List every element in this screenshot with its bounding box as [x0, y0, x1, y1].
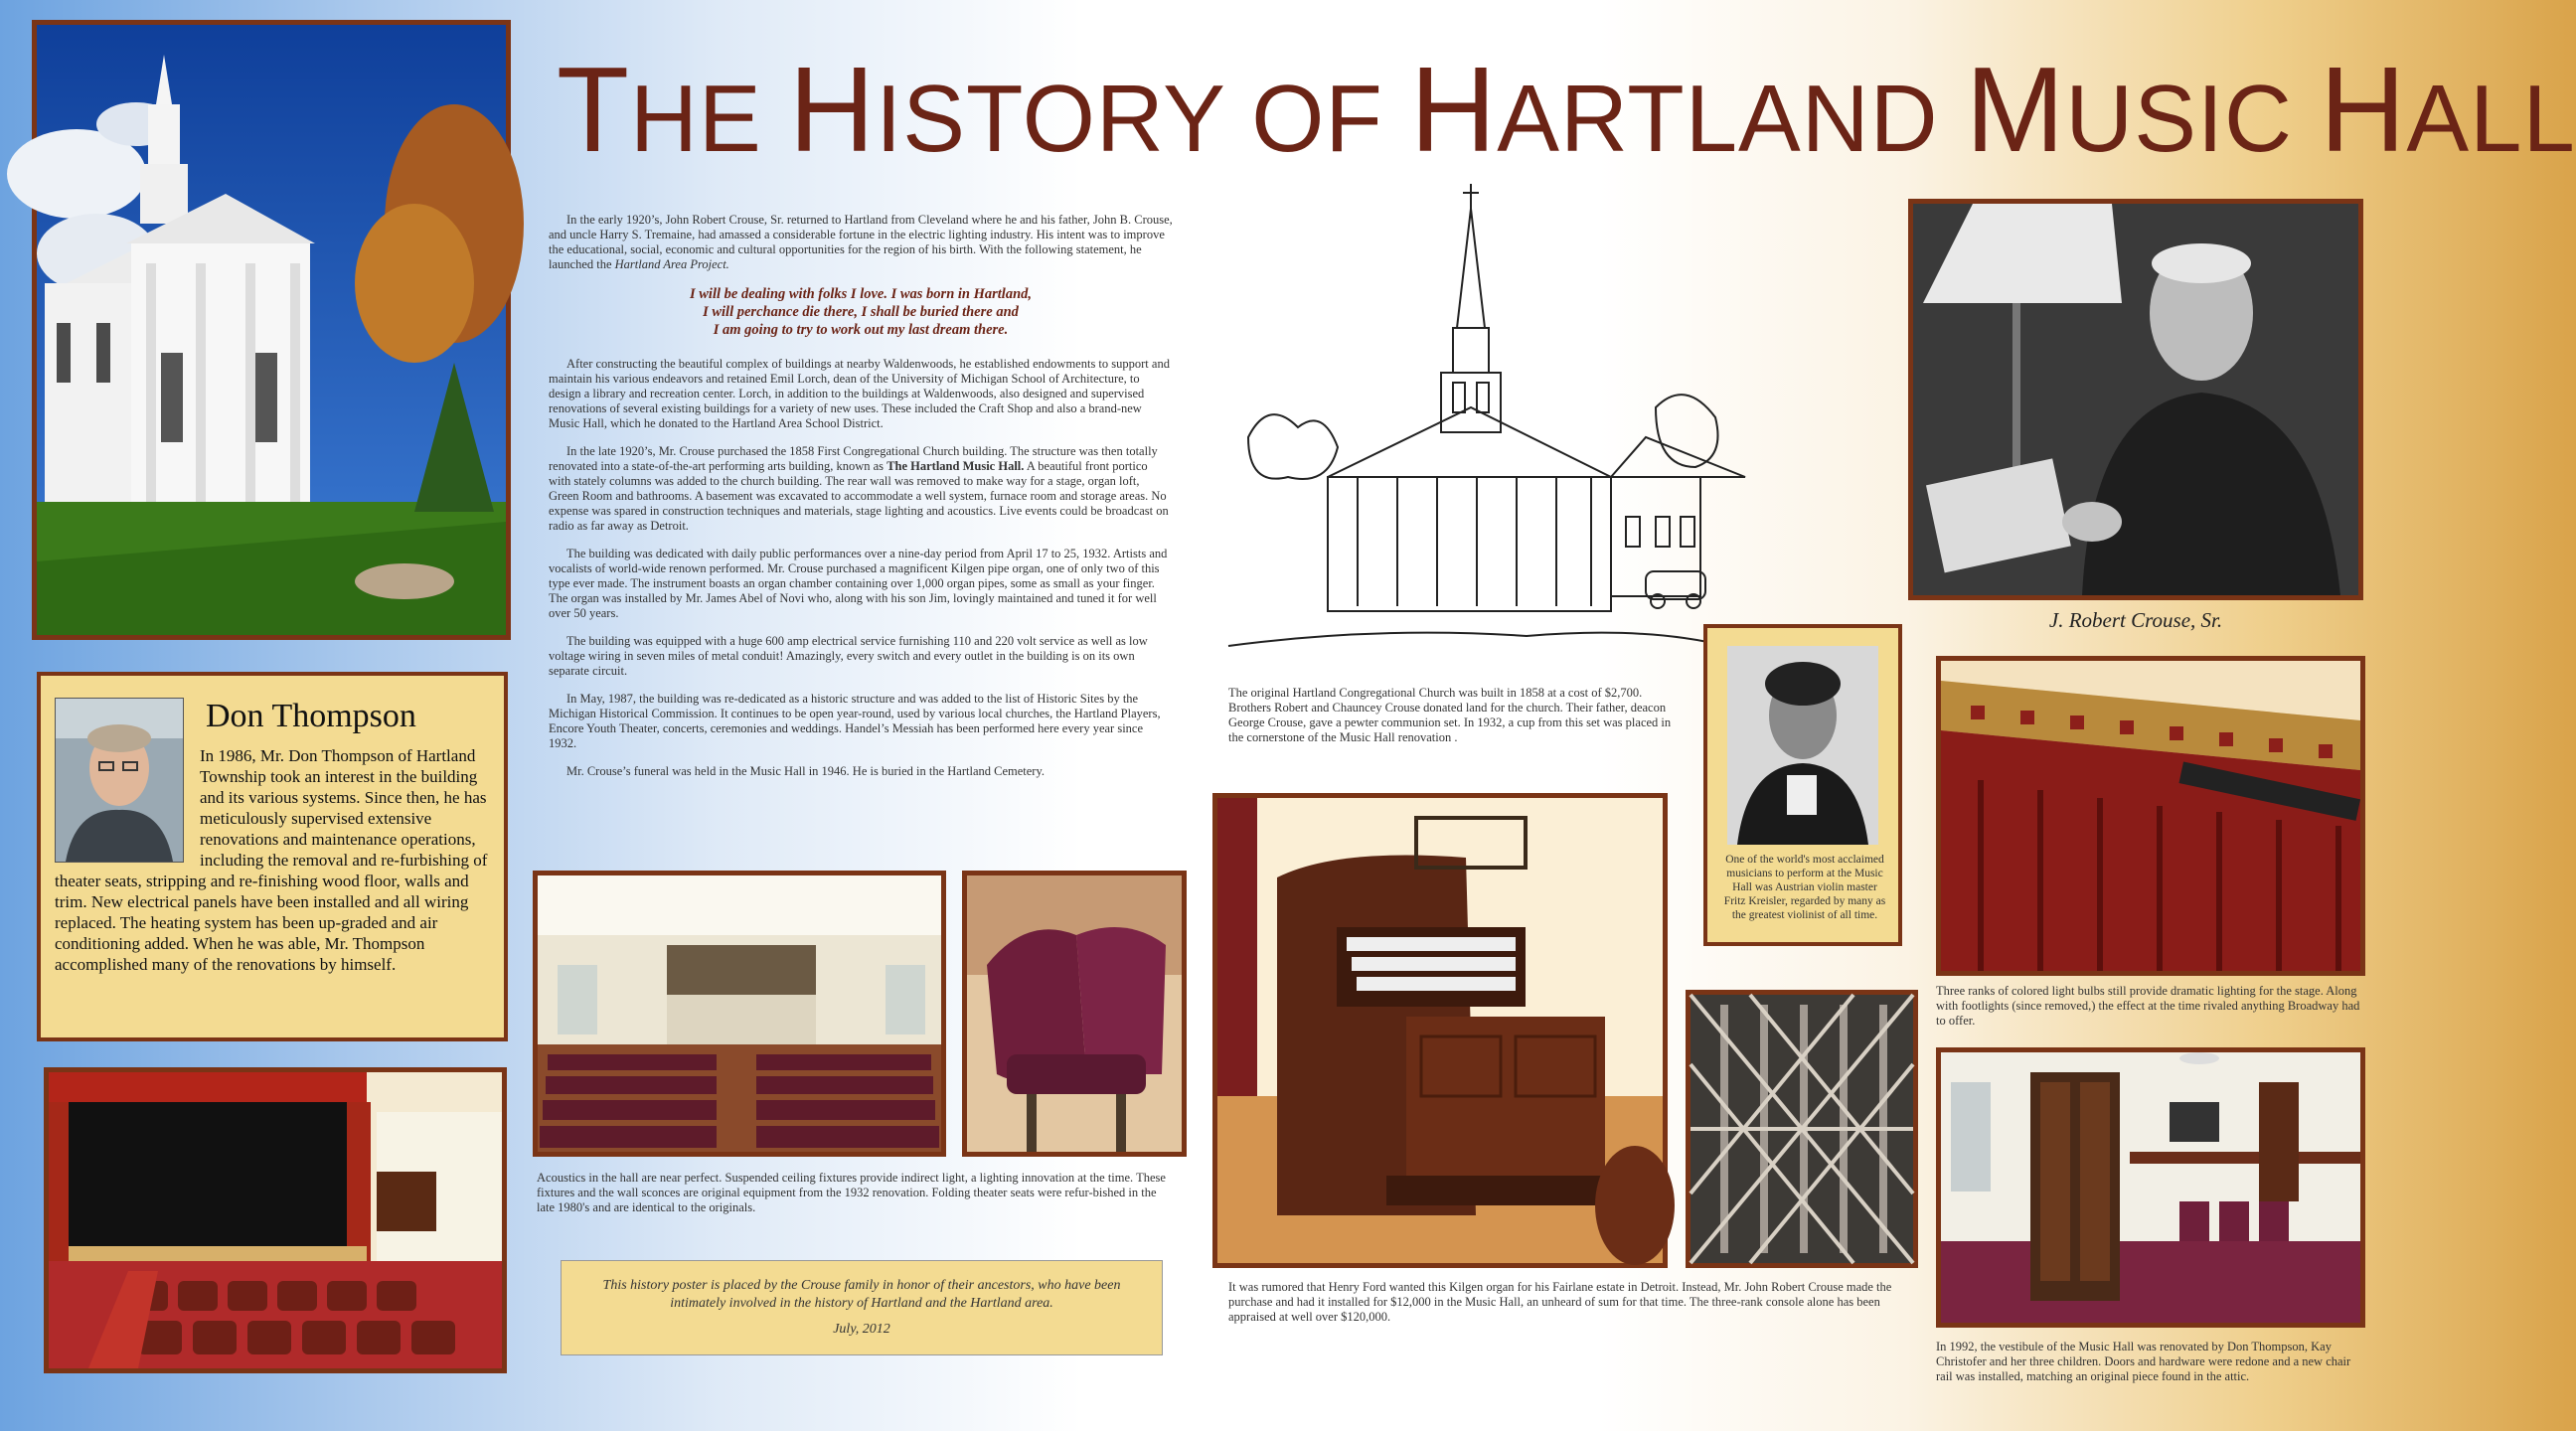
- photo-spacer: [55, 745, 200, 865]
- article-paragraph-3: In the late 1920’s, Mr. Crouse purchased the 1858 First Congregational Church building. The structure was then totally renovated into a state-of-the-art performing arts building, known as The Hartland Music Hall. A beautiful front portico with stately columns was added to the church building. The rear wall was removed to make way for a stage, organ loft, Green Room and bathrooms. A basement was excavated to accommodate a well system, furnace room and storage areas. No expense was spared in construction techniques and materials, stage lighting and acoustics. Live events could be broadcast on radio as far away as Detroit.: [549, 444, 1169, 533]
- church-photo: [32, 20, 511, 640]
- history-article: [549, 213, 1173, 792]
- vestibule-photo: [1936, 1047, 2365, 1328]
- vestibule-caption: In 1992, the vestibule of the Music Hall was renovated by Don Thompson, Kay Christofer and her three children. Doors and hardware were redone and a new chair rail was installed, matching an original piece found in the attic.: [1936, 1340, 2351, 1383]
- dedication-date: July, 2012: [833, 1322, 890, 1337]
- hall-interior-photo: [533, 871, 946, 1157]
- kreisler-caption: One of the world's most acclaimed musicians to perform at the Music Hall was Austrian violin master Fritz Kreisler, regarded by many as the greatest violinist of all time.: [1723, 854, 1886, 921]
- kreisler-photo: [1727, 646, 1878, 845]
- theater-seat-photo: [962, 871, 1187, 1157]
- article-paragraph-1: In the early 1920’s, John Robert Crouse, Sr. returned to Hartland from Cleveland where he and his father, John B. Crouse, and uncle Harry S. Tremaine, had amassed a considerable fortune in the electric lighting industry. His intent was to improve the educational, social, economic and cultural opportunities for the region of his birth. With the following statement, he launched the Hartland Area Project.: [549, 213, 1173, 271]
- organ-photo: [1212, 793, 1668, 1268]
- church-sketch: [1228, 179, 1725, 666]
- don-thompson-panel: [37, 672, 508, 1041]
- stage-photo: [44, 1067, 507, 1373]
- don-thompson-text: In 1986, Mr. Don Thompson of Hartland Township took an interest in the building and its various systems. Since then, he has meticulously supervised extensive renovations and maintenance operations, including the removal and re-furbishing of theater seats, stripping and re-finishing wood floor, walls and trim. New electrical panels have been installed and all wiring replaced. The heating system has been up-graded and air conditioning added. When he was able, Mr. Thompson accomplished many of the renovations by himself.: [55, 746, 488, 974]
- acoustics-caption: Acoustics in the hall are near perfect. Suspended ceiling fixtures provide indirect light, a lighting innovation at the time. These fixtures and the wall sconces are original equipment from the 1932 renovation. Folding theater seats were refur-bished in the late 1980's and are identical to the originals.: [537, 1171, 1166, 1214]
- article-paragraph-5: The building was equipped with a huge 600 amp electrical service furnishing 110 and 220 volt service as well as low voltage wiring in seven miles of metal conduit! Amazingly, every switch and every outlet in the building is on its own separate circuit.: [549, 634, 1148, 678]
- dedication-box: [561, 1260, 1163, 1355]
- crouse-quote: I will be dealing with folks I love. I was born in Hartland, I will perchance die there, I shall be buried there and I am going to try to work out my last dream there.: [689, 286, 1033, 338]
- church-sketch-caption: The original Hartland Congregational Church was built in 1858 at a cost of $2,700. Brothers Robert and Chauncey Crouse donated land for the church. Their father, deacon George Crouse, gave a pewter communion set. In 1932, a cup from this set was placed in the cornerstone of the Music Hall renovation .: [1228, 686, 1672, 744]
- organ-grille-photo: [1686, 990, 1918, 1268]
- poster-title: THE HISTORY OF HARTLAND MUSIC HALL: [557, 42, 2576, 177]
- dedication-text: This history poster is placed by the Crouse family in honor of their ancestors, who have been intimately involved in the history of Hartland and the Hartland area.: [602, 1278, 1121, 1311]
- crouse-caption: J. Robert Crouse, Sr.: [2048, 608, 2223, 632]
- article-paragraph-4: The building was dedicated with daily public performances over a nine-day period from April 17 to 25, 1932. Artists and vocalists of world-wide renown performed. Mr. Crouse purchased a magnificent Kilgen pipe organ, one of only two of this type ever made. The instrument boasts an organ chamber containing over 1,000 organ pipes, some as small as your finger. The organ was installed by Mr. James Abel of Novi who, along with his son Jim, lovingly maintained and tuned it for well over 50 years.: [549, 547, 1168, 620]
- crouse-portrait: [1908, 199, 2363, 600]
- article-paragraph-6: In May, 1987, the building was re-dedicated as a historic structure and was added to the list of Historic Sites by the Michigan Historical Commission. It continues to be open year-round, used by various local churches, the Hartland Players, Encore Youth Theater, concerts, ceremonies and weddings. Handel’s Messiah has been performed here every year since 1932.: [549, 692, 1161, 750]
- stage-lights-caption: Three ranks of colored light bulbs still provide dramatic lighting for the stage. Along with footlights (since removed,) the effect at the time rivaled anything Broadway had to offer.: [1936, 984, 2360, 1028]
- kreisler-panel: [1703, 624, 1902, 946]
- article-paragraph-2: After constructing the beautiful complex of buildings at nearby Waldenwoods, he established endowments to support and maintain his various endeavors and retained Emil Lorch, dean of the University of Michigan School of Architecture, to design a library and recreation center. Lorch, in addition to the buildings at Waldenwoods, also designed and supervised renovations of several existing buildings for a variety of new uses. These included the Craft Shop and also a brand-new Music Hall, which he donated to the Hartland Area School District.: [549, 357, 1170, 430]
- don-thompson-name: Don Thompson: [206, 698, 416, 734]
- stage-lights-photo: [1936, 656, 2365, 976]
- organ-caption: It was rumored that Henry Ford wanted this Kilgen organ for his Fairlane estate in Detroit. Instead, Mr. John Robert Crouse made the purchase and had it installed for $12,000 in the Music Hall, an unheard of sum for that time. The three-rank console alone has been appraised at well over $120,000.: [1228, 1280, 1892, 1324]
- article-paragraph-7: Mr. Crouse’s funeral was held in the Music Hall in 1946. He is buried in the Hartland Cemetery.: [566, 764, 1046, 778]
